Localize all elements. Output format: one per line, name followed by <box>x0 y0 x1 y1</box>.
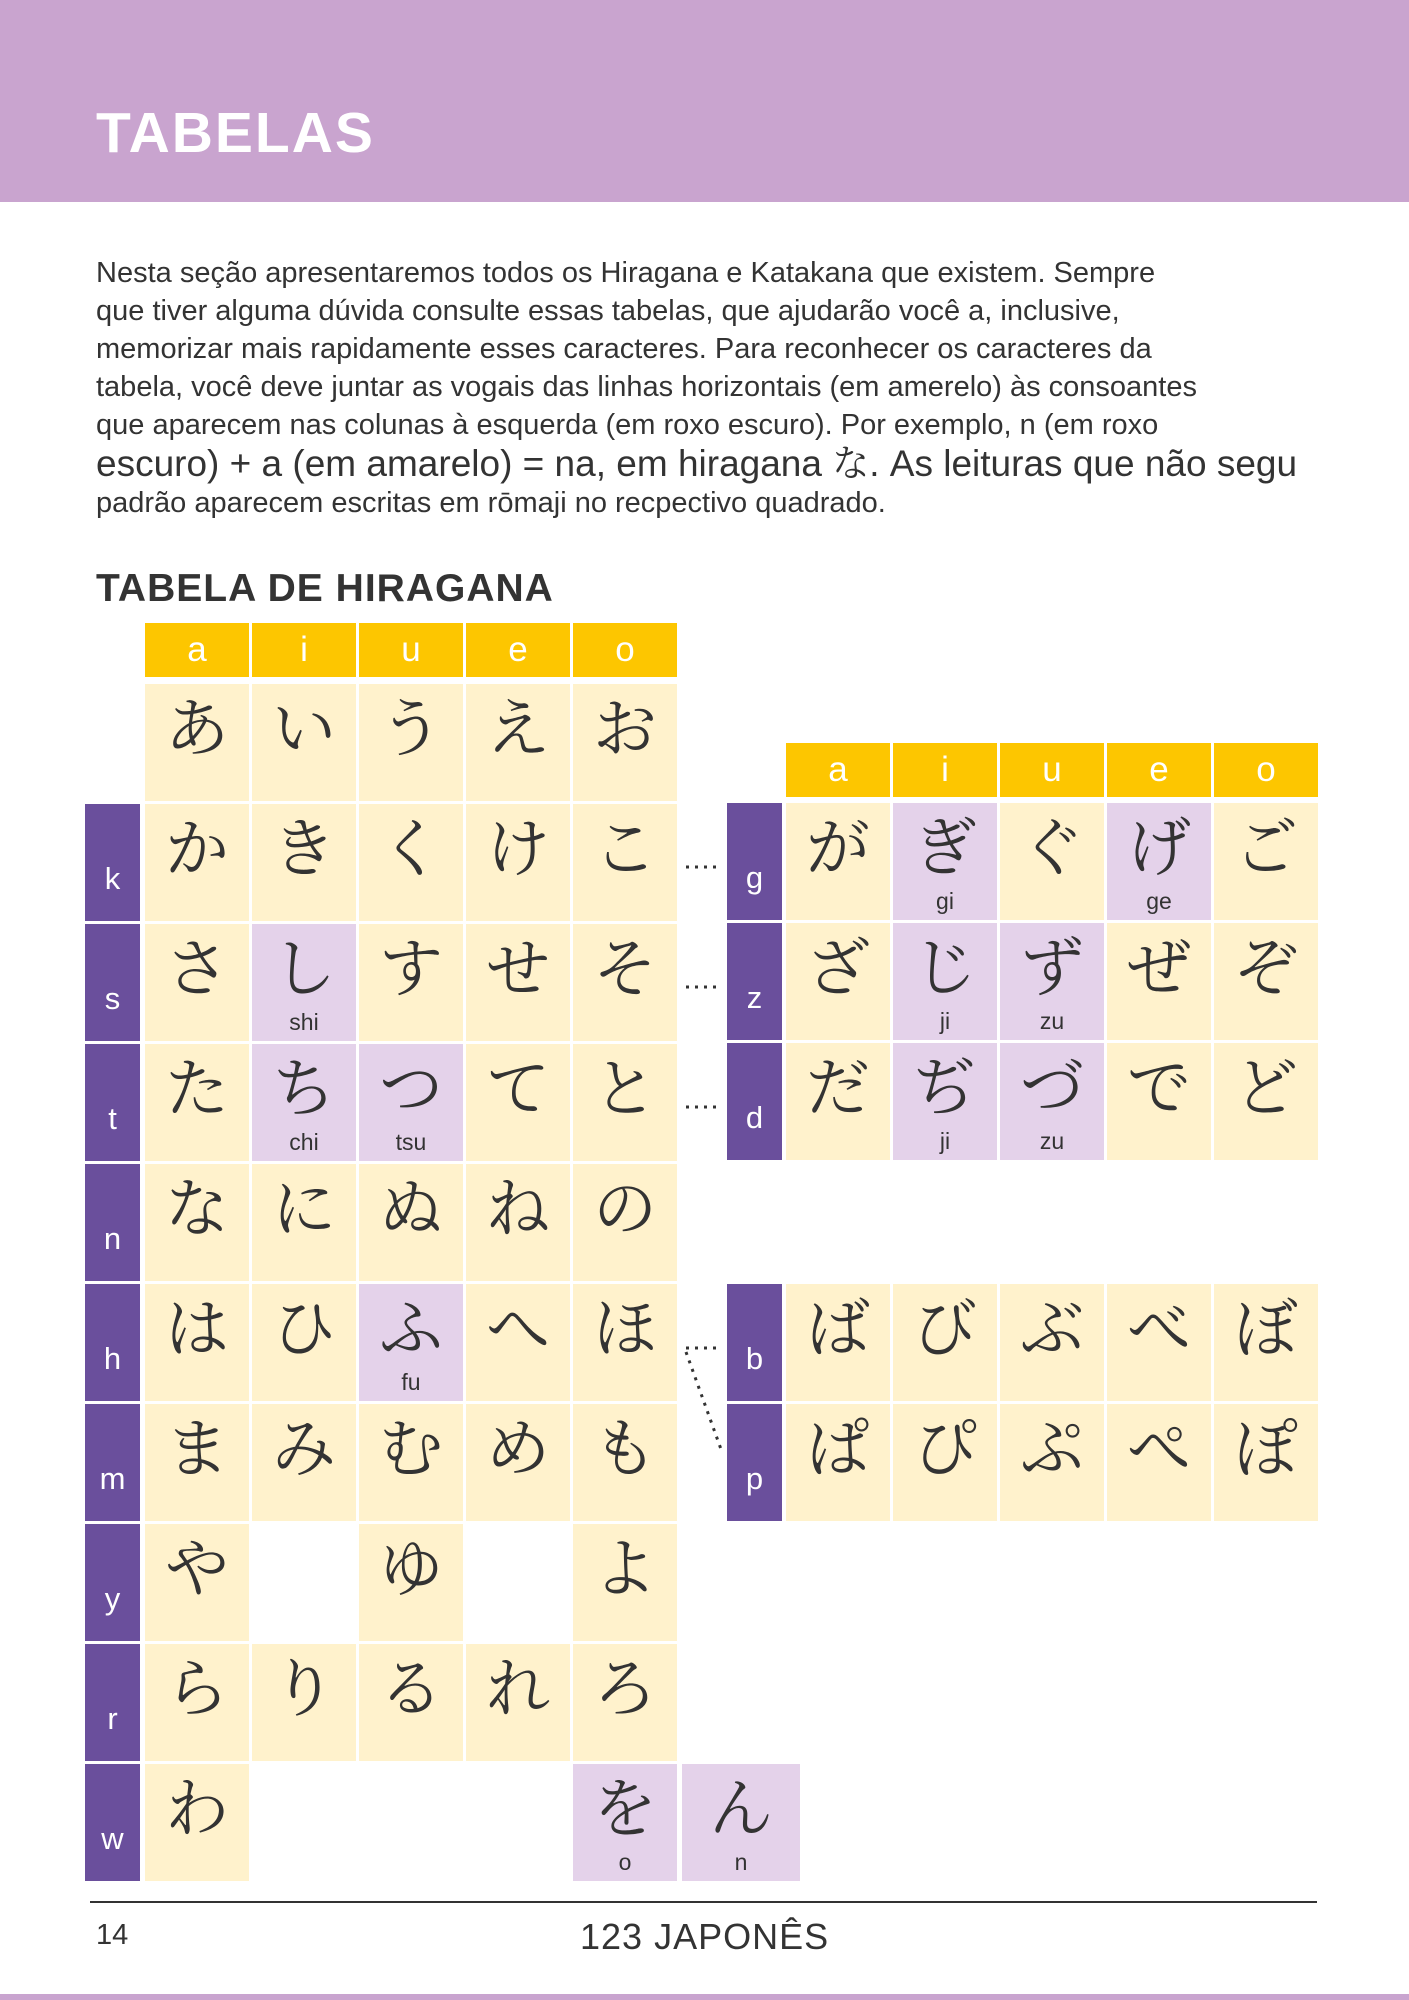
kana-cell <box>466 1044 570 1161</box>
kana-cell <box>786 803 890 920</box>
kana-character: と <box>593 1053 657 1127</box>
kana-cell <box>1107 1043 1211 1160</box>
vowel-header-3: e <box>1107 743 1211 797</box>
kana-cell <box>573 1284 677 1401</box>
kana-character: け <box>486 813 550 887</box>
kana-character: ざ <box>806 932 870 1006</box>
kana-character: る <box>379 1653 443 1727</box>
kana-cell <box>145 1644 249 1761</box>
connector-h-p <box>686 1352 722 1452</box>
consonant-label <box>85 1284 140 1401</box>
intro-line: memorizar mais rapidamente esses caracteres. Para reconhecer os caracteres da <box>96 333 1152 365</box>
kana-character: ぜ <box>1127 932 1191 1006</box>
vowel-header-4: o <box>1214 743 1318 797</box>
kana-cell <box>1214 923 1318 1040</box>
consonant-letter: y <box>104 1581 121 1616</box>
kana-character: お <box>593 693 657 767</box>
kana-character: だ <box>806 1052 870 1126</box>
kana-cell <box>466 1644 570 1761</box>
kana-character: し <box>272 933 336 1007</box>
kana-cell <box>573 1044 677 1161</box>
vowel-header-4: o <box>573 623 677 677</box>
kana-cell <box>893 1284 997 1401</box>
kana-cell <box>466 684 570 801</box>
kana-cell <box>573 1164 677 1281</box>
consonant-letter: w <box>101 1821 124 1856</box>
kana-cell <box>252 1044 356 1161</box>
kana-cell <box>573 1524 677 1641</box>
kana-character: ぢ <box>913 1052 977 1126</box>
consonant-label <box>727 1404 782 1521</box>
kana-cell <box>1000 1284 1104 1401</box>
consonant-label <box>85 804 140 921</box>
kana-cell <box>893 803 997 920</box>
kana-cell <box>1214 803 1318 920</box>
consonant-label <box>85 1164 140 1281</box>
kana-cell <box>1214 1404 1318 1521</box>
kana-cell <box>1107 923 1211 1040</box>
kana-character: ぱ <box>806 1413 870 1487</box>
kana-cell <box>1000 923 1104 1040</box>
kana-character: ま <box>165 1413 229 1487</box>
kana-character: げ <box>1127 812 1191 886</box>
kana-character: な <box>165 1173 229 1247</box>
kana-character: じ <box>913 932 977 1006</box>
kana-cell <box>359 684 463 801</box>
kana-cell <box>252 1164 356 1281</box>
kana-character: ち <box>272 1053 336 1127</box>
kana-cell <box>573 684 677 801</box>
kana-cell <box>359 1404 463 1521</box>
vowel-header-1: i <box>893 743 997 797</box>
kana-character: づ <box>1020 1052 1084 1126</box>
kana-cell <box>359 924 463 1041</box>
vowel-header-2: u <box>1000 743 1104 797</box>
vowel-header-2: u <box>359 623 463 677</box>
kana-cell <box>359 1284 463 1401</box>
kana-cell <box>1000 1043 1104 1160</box>
kana-cell <box>145 1044 249 1161</box>
kana-character: ご <box>1234 812 1298 886</box>
romaji-label: tsu <box>395 1129 427 1155</box>
page-number: 14 <box>96 1919 129 1951</box>
intro-line: padrão aparecem escritas em rōmaji no recpectivo quadrado. <box>96 487 886 519</box>
kana-cell <box>359 1044 463 1161</box>
kana-character: わ <box>165 1773 229 1847</box>
kana-cell <box>466 924 570 1041</box>
consonant-label <box>85 1044 140 1161</box>
consonant-letter: t <box>108 1101 117 1136</box>
kana-character: ぴ <box>913 1413 977 1487</box>
kana-character: ぎ <box>913 812 977 886</box>
kana-cell <box>145 924 249 1041</box>
kana-cell <box>359 1524 463 1641</box>
kana-character: ぽ <box>1234 1413 1298 1487</box>
romaji-label: chi <box>289 1129 319 1155</box>
kana-cell <box>145 1524 249 1641</box>
consonant-letter: z <box>746 980 763 1015</box>
intro-line: que aparecem nas colunas à esquerda (em roxo escuro). Por exemplo, n (em roxo <box>96 409 1159 441</box>
kana-character: り <box>272 1653 336 1727</box>
kana-character: か <box>165 813 229 887</box>
kana-cell <box>359 1164 463 1281</box>
kana-character: む <box>379 1413 443 1487</box>
kana-character: を <box>593 1773 657 1847</box>
kana-character: う <box>379 693 443 767</box>
intro-line: tabela, você deve juntar as vogais das linhas horizontais (em amerelo) às consoantes <box>96 371 1197 403</box>
kana-character: ね <box>486 1173 550 1247</box>
kana-cell <box>1000 1404 1104 1521</box>
consonant-letter: s <box>104 981 121 1016</box>
kana-character: が <box>806 812 870 886</box>
kana-character: び <box>913 1293 977 1367</box>
kana-character: せ <box>486 933 550 1007</box>
romaji-label: ji <box>939 1008 951 1034</box>
kana-cell <box>573 924 677 1041</box>
kana-character: で <box>1127 1052 1191 1126</box>
vowel-header-1: i <box>252 623 356 677</box>
consonant-letter: p <box>745 1461 764 1496</box>
kana-cell <box>786 1284 890 1401</box>
kana-cell <box>466 804 570 921</box>
kana-cell <box>466 1284 570 1401</box>
kana-character: ぬ <box>379 1173 443 1247</box>
romaji-label: n <box>734 1849 748 1875</box>
kana-character: や <box>165 1533 229 1607</box>
kana-character: た <box>165 1053 229 1127</box>
consonant-label <box>85 924 140 1041</box>
kana-character: す <box>379 933 443 1007</box>
kana-cell <box>145 684 249 801</box>
vowel-header-0: a <box>786 743 890 797</box>
kana-cell <box>1107 1284 1211 1401</box>
kana-character: れ <box>486 1653 550 1727</box>
intro-line: escuro) + a (em amarelo) = na, em hiragana な. As leituras que não segu <box>96 444 1298 484</box>
kana-cell <box>359 1644 463 1761</box>
kana-character: ぼ <box>1234 1293 1298 1367</box>
kana-cell <box>786 923 890 1040</box>
kana-character: も <box>593 1413 657 1487</box>
kana-cell <box>1107 1404 1211 1521</box>
kana-cell <box>573 1764 677 1881</box>
kana-character: ぶ <box>1020 1293 1084 1367</box>
kana-cell <box>252 1404 356 1521</box>
kana-cell <box>145 1164 249 1281</box>
bottom-accent-bar <box>0 1994 1409 2000</box>
kana-character: ぷ <box>1020 1413 1084 1487</box>
kana-character: ど <box>1234 1052 1298 1126</box>
intro-line: que tiver alguma dúvida consulte essas tabelas, que ajudarão você a, inclusive, <box>96 295 1120 327</box>
kana-cell <box>573 1644 677 1761</box>
consonant-label <box>727 1043 782 1160</box>
brand-logo: 123 JAPONÊS <box>580 1916 830 1957</box>
kana-character: ゆ <box>379 1533 443 1607</box>
consonant-letter: r <box>107 1701 118 1736</box>
kana-cell <box>1000 803 1104 920</box>
romaji-label: ge <box>1146 888 1172 914</box>
vowel-header-0: a <box>145 623 249 677</box>
footer-divider <box>90 1901 1317 1903</box>
kana-character: ん <box>709 1773 773 1847</box>
vowel-header-3: e <box>466 623 570 677</box>
kana-character: い <box>272 693 336 767</box>
kana-cell <box>893 1043 997 1160</box>
kana-cell <box>466 1164 570 1281</box>
kana-character: の <box>593 1173 657 1247</box>
romaji-label: zu <box>1039 1008 1065 1034</box>
romaji-label: ji <box>939 1128 951 1154</box>
kana-cell <box>252 684 356 801</box>
intro-line: Nesta seção apresentaremos todos os Hiragana e Katakana que existem. Sempre <box>96 257 1156 289</box>
kana-cell <box>893 923 997 1040</box>
kana-cell <box>145 1284 249 1401</box>
kana-character: べ <box>1127 1293 1191 1367</box>
consonant-label <box>85 1524 140 1641</box>
kana-character: さ <box>165 933 229 1007</box>
page-title: TABELAS <box>96 101 375 165</box>
kana-cell <box>573 1404 677 1521</box>
kana-character: ほ <box>593 1293 657 1367</box>
kana-character: ぞ <box>1234 932 1298 1006</box>
kana-cell <box>252 1284 356 1401</box>
consonant-label <box>85 1404 140 1521</box>
consonant-letter: g <box>745 860 764 895</box>
kana-character: へ <box>486 1293 550 1367</box>
consonant-label <box>727 803 782 920</box>
kana-character: ろ <box>593 1653 657 1727</box>
kana-character: ら <box>165 1653 229 1727</box>
kana-cell <box>252 804 356 921</box>
kana-cell <box>252 1644 356 1761</box>
kana-cell <box>145 1404 249 1521</box>
kana-cell <box>145 1764 249 1881</box>
kana-cell <box>359 804 463 921</box>
kana-cell <box>466 1404 570 1521</box>
kana-character: よ <box>593 1533 657 1607</box>
consonant-letter: b <box>745 1341 764 1376</box>
kana-character: は <box>165 1293 229 1367</box>
consonant-letter: n <box>103 1221 122 1256</box>
kana-cell <box>786 1043 890 1160</box>
kana-character: つ <box>379 1053 443 1127</box>
kana-character: き <box>272 813 336 887</box>
kana-cell <box>145 804 249 921</box>
consonant-letter: m <box>99 1461 126 1496</box>
kana-character: み <box>272 1413 336 1487</box>
section-title: TABELA DE HIRAGANA <box>96 567 554 610</box>
romaji-label: shi <box>289 1009 319 1035</box>
consonant-label <box>85 1764 140 1881</box>
consonant-letter: d <box>745 1100 764 1135</box>
kana-cell <box>1214 1284 1318 1401</box>
kana-character: そ <box>593 933 657 1007</box>
kana-character: え <box>486 693 550 767</box>
kana-character: め <box>486 1413 550 1487</box>
kana-character: ぺ <box>1127 1413 1191 1487</box>
kana-cell <box>1214 1043 1318 1160</box>
kana-cell <box>682 1764 800 1881</box>
consonant-letter: h <box>103 1341 122 1376</box>
kana-cell <box>786 1404 890 1521</box>
kana-character: ひ <box>272 1293 336 1367</box>
kana-character: に <box>272 1173 336 1247</box>
kana-character: く <box>379 813 443 887</box>
kana-cell <box>252 924 356 1041</box>
kana-character: ぐ <box>1020 812 1084 886</box>
kana-character: こ <box>593 813 657 887</box>
kana-cell <box>893 1404 997 1521</box>
consonant-label <box>727 923 782 1040</box>
consonant-label <box>727 1284 782 1401</box>
romaji-label: o <box>618 1849 632 1875</box>
romaji-label: fu <box>401 1369 421 1395</box>
kana-character: ず <box>1020 932 1084 1006</box>
kana-character: て <box>486 1053 550 1127</box>
kana-character: ふ <box>379 1293 443 1367</box>
consonant-label <box>85 1644 140 1761</box>
kana-character: ば <box>806 1293 870 1367</box>
kana-cell <box>573 804 677 921</box>
consonant-letter: k <box>104 861 121 896</box>
romaji-label: gi <box>936 888 954 914</box>
romaji-label: zu <box>1039 1128 1065 1154</box>
kana-cell <box>1107 803 1211 920</box>
kana-character: あ <box>165 693 229 767</box>
